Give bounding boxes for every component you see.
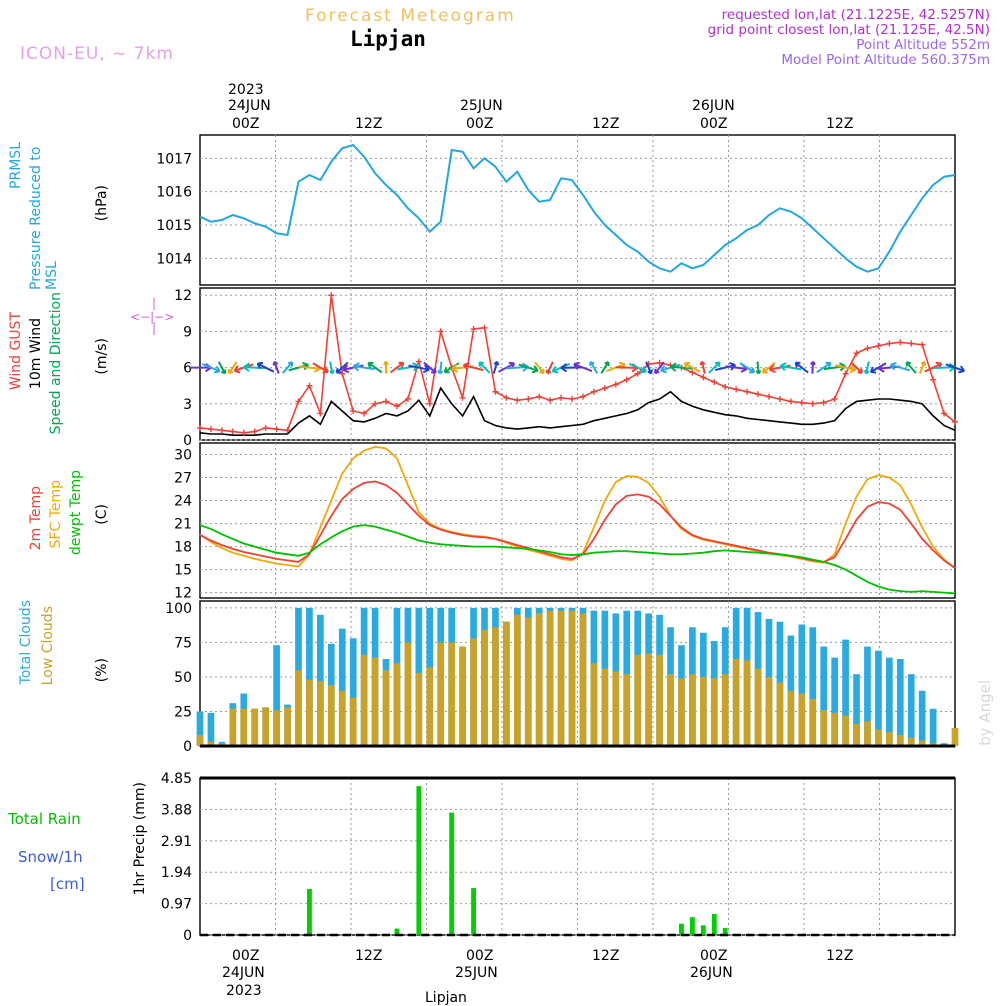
compass-down-tick: |: [152, 321, 156, 335]
svg-text:100: 100: [165, 601, 192, 617]
gridpoint-coords: grid point closest lon,lat (21.125E, 42.5N): [540, 23, 990, 38]
svg-text:18: 18: [174, 540, 192, 556]
requested-coords: requested lon,lat (21.1225E, 42.5257N): [540, 8, 990, 23]
svg-text:12: 12: [174, 586, 192, 602]
compass-cross: <−|−>: [130, 310, 174, 324]
top-axis-year: 2023: [228, 79, 264, 98]
svg-text:1016: 1016: [156, 185, 192, 201]
svg-text:4.85: 4.85: [161, 771, 192, 787]
bottom-axis-tick-0: 00Z: [232, 945, 259, 964]
bottom-axis-tick-2: 00Z: [466, 945, 493, 964]
svg-text:2.91: 2.91: [161, 834, 192, 850]
svg-text:27: 27: [174, 471, 192, 487]
svg-text:0: 0: [183, 433, 192, 449]
svg-text:3.88: 3.88: [161, 802, 192, 818]
svg-text:1015: 1015: [156, 218, 192, 234]
compass-up-tick: |: [152, 296, 156, 310]
top-axis-tick-5: 12Z: [826, 113, 853, 132]
svg-text:25: 25: [174, 704, 192, 720]
svg-text:21: 21: [174, 517, 192, 533]
footer-station-label: Lipjan: [425, 987, 467, 1006]
model-point-altitude: Model Point Altitude 560.375m: [540, 53, 990, 68]
svg-text:9: 9: [183, 324, 192, 340]
top-axis-tick-2: 00Z: [466, 113, 493, 132]
top-axis-tick-1: 12Z: [355, 113, 382, 132]
bottom-axis-tick-4: 00Z: [700, 945, 727, 964]
bottom-axis-day-26jun: 26JUN: [690, 962, 733, 981]
svg-text:0.97: 0.97: [161, 897, 192, 913]
bottom-axis-day-25jun: 25JUN: [455, 962, 498, 981]
model-name: ICON-EU, ~ 7km: [20, 44, 174, 64]
svg-text:0: 0: [183, 928, 192, 944]
bottom-axis-year: 2023: [226, 980, 262, 999]
top-axis-tick-3: 12Z: [592, 113, 619, 132]
svg-text:0: 0: [183, 739, 192, 755]
bottom-axis-tick-3: 12Z: [592, 945, 619, 964]
svg-text:1017: 1017: [156, 151, 192, 167]
bottom-axis-day-24jun: 24JUN: [222, 962, 265, 981]
top-axis-tick-0: 00Z: [232, 113, 259, 132]
top-axis-day-25jun: 25JUN: [460, 95, 503, 114]
svg-text:24: 24: [174, 494, 192, 510]
svg-text:12: 12: [174, 288, 192, 304]
svg-text:1014: 1014: [156, 251, 192, 267]
svg-text:6: 6: [183, 361, 192, 377]
svg-text:3: 3: [183, 397, 192, 413]
top-axis-tick-4: 00Z: [700, 113, 727, 132]
svg-text:30: 30: [174, 448, 192, 464]
wind-compass: [112, 288, 190, 358]
bottom-axis-tick-5: 12Z: [826, 945, 853, 964]
svg-text:1.94: 1.94: [161, 865, 192, 881]
top-axis-day-26jun: 26JUN: [692, 95, 735, 114]
location-metadata: [540, 8, 990, 68]
forecast-meteogram-title: Forecast Meteogram: [305, 6, 516, 26]
svg-text:50: 50: [174, 670, 192, 686]
svg-text:15: 15: [174, 563, 192, 579]
page-title: Lipjan: [350, 27, 426, 51]
bottom-axis-tick-1: 12Z: [355, 945, 382, 964]
top-axis-day-24jun: 24JUN: [228, 95, 271, 114]
precip-unit-label: 1hr Precip (mm): [132, 782, 148, 932]
svg-text:75: 75: [174, 635, 192, 651]
point-altitude: Point Altitude 552m: [540, 38, 990, 53]
watermark: by Angel: [976, 680, 994, 746]
